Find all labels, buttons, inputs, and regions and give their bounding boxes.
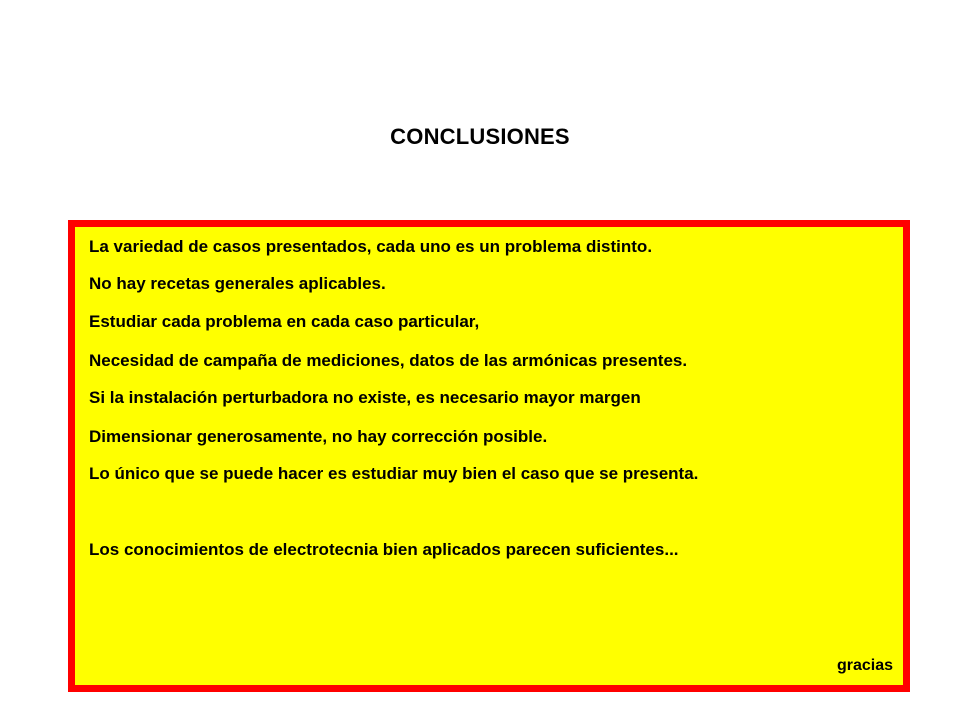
conclusions-box	[68, 220, 910, 692]
conclusion-line: Estudiar cada problema en cada caso particular,	[89, 312, 480, 331]
conclusion-line: Lo único que se puede hacer es estudiar muy bien el caso que se presenta.	[89, 464, 699, 483]
conclusion-line: Necesidad de campaña de mediciones, datos de las armónicas presentes.	[89, 351, 688, 370]
closing-text: gracias	[836, 657, 893, 674]
conclusion-line: La variedad de casos presentados, cada uno es un problema distinto.	[89, 237, 653, 256]
conclusion-line: Si la instalación perturbadora no existe, es necesario mayor margen	[89, 388, 641, 407]
conclusion-line: No hay recetas generales aplicables.	[89, 274, 386, 293]
slide-title: CONCLUSIONES	[390, 124, 570, 149]
conclusion-line: Los conocimientos de electrotecnia bien aplicados parecen suficientes...	[89, 540, 679, 559]
conclusion-line: Dimensionar generosamente, no hay corrección posible.	[89, 427, 548, 446]
